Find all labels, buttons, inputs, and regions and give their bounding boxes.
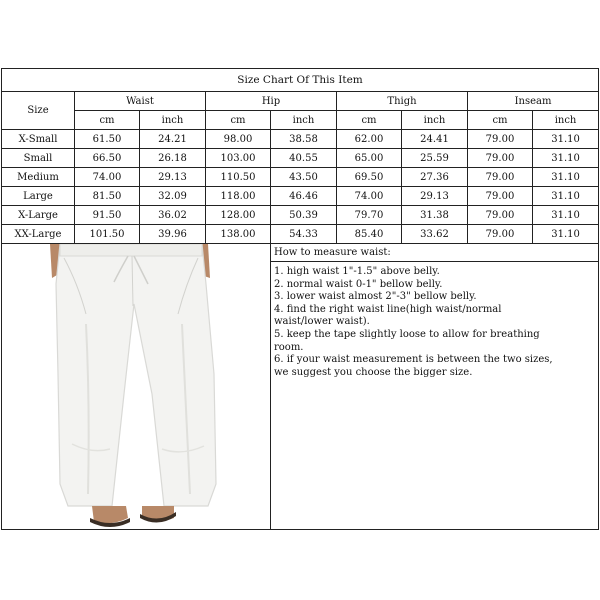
waist-header: Waist bbox=[75, 92, 206, 111]
table-cell: 110.50 bbox=[206, 168, 271, 187]
white-linen-pants-image bbox=[2, 244, 270, 529]
size-chart-table bbox=[1, 68, 599, 244]
table-cell: 46.46 bbox=[271, 187, 337, 206]
table-cell: 32.09 bbox=[140, 187, 206, 206]
table-cell: 31.10 bbox=[533, 206, 599, 225]
unit-header: cm bbox=[337, 111, 402, 130]
measure-step: we suggest you choose the bigger size. bbox=[274, 366, 473, 378]
table-cell: 27.36 bbox=[402, 168, 468, 187]
measure-step: 5. keep the tape slightly loose to allow for breathing bbox=[274, 328, 540, 340]
table-row bbox=[2, 187, 599, 206]
table-cell: 36.02 bbox=[140, 206, 206, 225]
table-cell: 79.00 bbox=[468, 149, 533, 168]
table-cell: 101.50 bbox=[75, 225, 140, 244]
table-cell: 79.00 bbox=[468, 206, 533, 225]
product-photo bbox=[2, 244, 271, 529]
table-cell: 25.59 bbox=[402, 149, 468, 168]
table-cell: 40.55 bbox=[271, 149, 337, 168]
table-cell: 31.10 bbox=[533, 168, 599, 187]
table-cell: 66.50 bbox=[75, 149, 140, 168]
table-cell: 79.00 bbox=[468, 130, 533, 149]
hip-header: Hip bbox=[206, 92, 337, 111]
unit-header: cm bbox=[468, 111, 533, 130]
table-cell: 31.10 bbox=[533, 149, 599, 168]
pants-body bbox=[56, 244, 216, 506]
table-cell: 33.62 bbox=[402, 225, 468, 244]
table-cell: 79.00 bbox=[468, 225, 533, 244]
measure-instructions bbox=[271, 244, 598, 529]
measure-steps bbox=[274, 266, 594, 379]
table-row bbox=[2, 149, 599, 168]
measure-step: room. bbox=[274, 341, 304, 353]
size-label: Large bbox=[2, 187, 75, 206]
table-cell: 24.41 bbox=[402, 130, 468, 149]
size-label: XX-Large bbox=[2, 225, 75, 244]
table-cell: 81.50 bbox=[75, 187, 140, 206]
unit-header: inch bbox=[271, 111, 337, 130]
table-cell: 38.58 bbox=[271, 130, 337, 149]
unit-header: inch bbox=[533, 111, 599, 130]
table-cell: 62.00 bbox=[337, 130, 402, 149]
unit-header: cm bbox=[206, 111, 271, 130]
chart-title-row bbox=[2, 69, 599, 92]
table-cell: 31.10 bbox=[533, 225, 599, 244]
table-cell: 98.00 bbox=[206, 130, 271, 149]
table-cell: 74.00 bbox=[337, 187, 402, 206]
table-cell: 24.21 bbox=[140, 130, 206, 149]
size-column-header: Size bbox=[2, 92, 75, 130]
measure-panel bbox=[1, 243, 599, 530]
table-cell: 61.50 bbox=[75, 130, 140, 149]
measure-step: 4. find the right waist line(high waist/normal bbox=[274, 303, 502, 315]
table-cell: 85.40 bbox=[337, 225, 402, 244]
table-cell: 31.38 bbox=[402, 206, 468, 225]
table-row bbox=[2, 225, 599, 244]
measure-step: 3. lower waist almost 2"-3" bellow belly. bbox=[274, 291, 477, 303]
table-cell: 118.00 bbox=[206, 187, 271, 206]
size-label: X-Small bbox=[2, 130, 75, 149]
thigh-header: Thigh bbox=[337, 92, 468, 111]
size-label: X-Large bbox=[2, 206, 75, 225]
waistband bbox=[60, 244, 202, 256]
table-cell: 79.00 bbox=[468, 187, 533, 206]
table-cell: 50.39 bbox=[271, 206, 337, 225]
table-cell: 128.00 bbox=[206, 206, 271, 225]
size-chart-body bbox=[2, 69, 599, 244]
table-cell: 74.00 bbox=[75, 168, 140, 187]
size-label: Small bbox=[2, 149, 75, 168]
inseam-header: Inseam bbox=[468, 92, 599, 111]
measure-title: How to measure waist: bbox=[271, 244, 598, 262]
table-row bbox=[2, 168, 599, 187]
table-cell: 69.50 bbox=[337, 168, 402, 187]
table-cell: 29.13 bbox=[402, 187, 468, 206]
table-cell: 26.18 bbox=[140, 149, 206, 168]
size-label: Medium bbox=[2, 168, 75, 187]
table-cell: 29.13 bbox=[140, 168, 206, 187]
measure-step: 1. high waist 1"-1.5" above belly. bbox=[274, 266, 440, 277]
table-cell: 65.00 bbox=[337, 149, 402, 168]
table-row bbox=[2, 130, 599, 149]
table-cell: 54.33 bbox=[271, 225, 337, 244]
left-foot bbox=[92, 506, 128, 523]
table-cell: 91.50 bbox=[75, 206, 140, 225]
unit-header-row bbox=[2, 111, 599, 130]
table-row bbox=[2, 206, 599, 225]
unit-header: inch bbox=[140, 111, 206, 130]
table-cell: 103.00 bbox=[206, 149, 271, 168]
unit-header: inch bbox=[402, 111, 468, 130]
table-cell: 31.10 bbox=[533, 187, 599, 206]
table-cell: 79.70 bbox=[337, 206, 402, 225]
group-header-row bbox=[2, 92, 599, 111]
measure-step: 2. normal waist 0-1" bellow belly. bbox=[274, 278, 443, 290]
chart-title: Size Chart Of This Item bbox=[2, 69, 599, 92]
unit-header: cm bbox=[75, 111, 140, 130]
table-cell: 79.00 bbox=[468, 168, 533, 187]
table-cell: 43.50 bbox=[271, 168, 337, 187]
table-cell: 39.96 bbox=[140, 225, 206, 244]
measure-step: waist/lower waist). bbox=[274, 316, 370, 328]
measure-step: 6. if your waist measurement is between the two sizes, bbox=[274, 354, 553, 366]
table-cell: 138.00 bbox=[206, 225, 271, 244]
table-cell: 31.10 bbox=[533, 130, 599, 149]
